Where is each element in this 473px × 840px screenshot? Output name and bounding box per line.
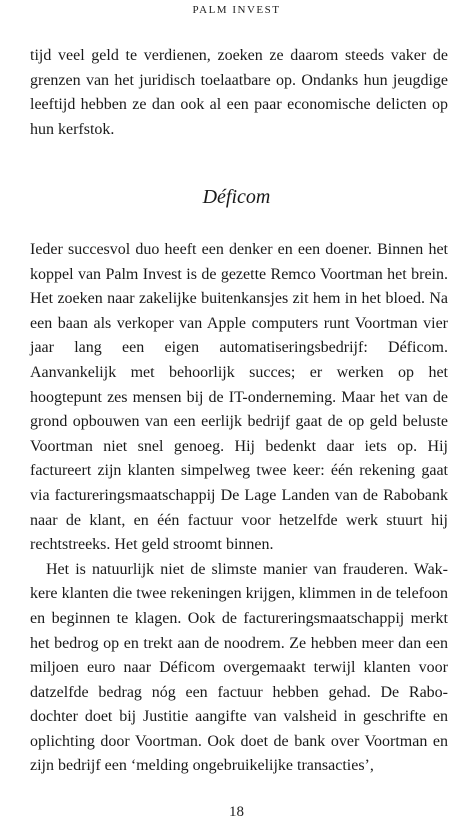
section-heading: Déficom (202, 186, 271, 208)
running-header: PALM INVEST (192, 4, 281, 16)
body-paragraph: Ieder succesvol duo heeft een denker en een doener. Binnen het koppel van Palm Invest is de gezette Remco Voortman het brein. Het zoeken naar zakelijke buitenkansjes zit hem in het bloed. Na een baan als verkoper van Apple computers runt Voortman vier jaar lang een eigen automatiseringsbedrijf: Déficom. Aanvankelijk met behoorlijk succes; er werken op het hoogtepunt zes mensen bij de IT-onderneming. Maar het van de grond opbouwen van een eerlijk bedrijf gaat de op geld beluste Voortman niet snel genoeg. Hij bedenkt daar iets op. Hij factureert zijn klanten simpelweg twee keer: één rekening gaat via factureringsmaatschappij De Lage Landen van de Rabobank naar de klant, en één factuur voor hetzelfde werk stuurt hij rechtstreeks. Het geld stroomt binnen. (30, 241, 448, 554)
intro-paragraph: tijd veel geld te verdienen, zoeken ze daarom steeds vaker de grenzen van het juridisch toelaatbare op. Ondanks hun jeugdige leeftijd hebben ze dan ook al een paar economische delicten op hun kerfstok. (30, 47, 448, 138)
section-body (30, 238, 448, 779)
intro-text-block (30, 44, 448, 142)
body-paragraph: Het is natuurlijk niet de slimste manier van frauderen. Wakkere klanten die twee rekeningen krijgen, klimmen in de telefoon en beginnen te klagen. Ook de factureringsmaatschappij merkt het bedrog op en trekt aan de noodrem. Ze hebben meer dan een miljoen euro naar Déficom overgemaakt terwijl klanten voor datzelfde bedrag nóg een factuur hebben gehad. De Rabo-dochter doet bij Justitie aangifte van valsheid in geschrifte en oplichting door Voortman. Ook doet de bank over Voortman en zijn bedrijf een ‘melding ongebruikelijke transacties’, (30, 560, 448, 775)
page-number: 18 (229, 804, 244, 820)
